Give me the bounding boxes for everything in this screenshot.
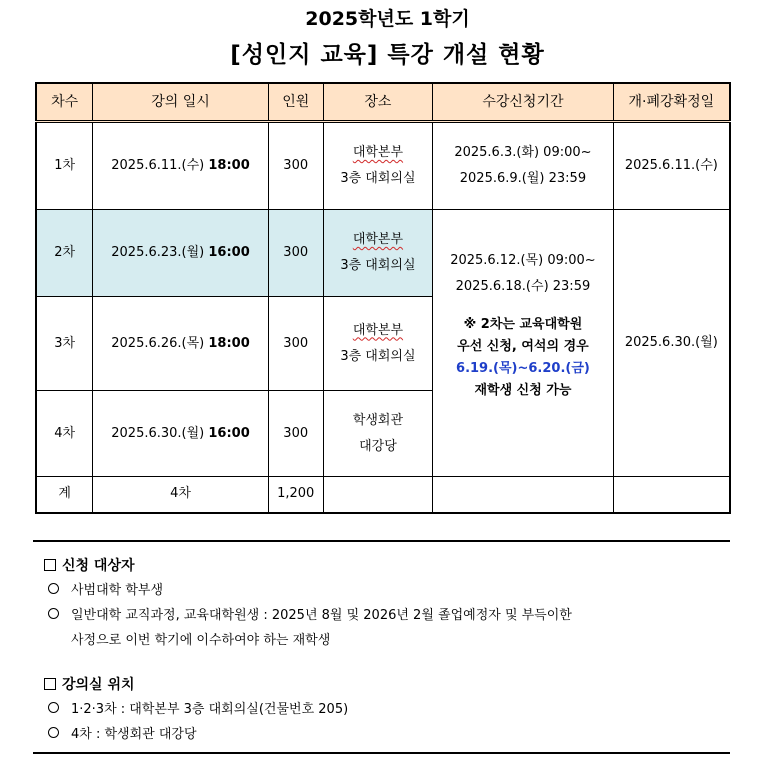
note-line: 우선 신청, 여석의 경우	[457, 339, 589, 354]
empty-cell	[613, 477, 730, 513]
header-confirm: 개·폐강확정일	[613, 83, 730, 122]
list-item-continuation: 사정으로 이번 학기에 이수하여야 하는 재학생	[71, 633, 331, 648]
place-cell	[323, 391, 433, 477]
note-dates: 6.19.(목)~6.20.(금)	[456, 361, 590, 376]
period-end: 2025.6.9.(월) 23:59	[459, 171, 587, 186]
confirm-cell: 2025.6.11.(수)	[613, 122, 730, 210]
table-row	[36, 210, 730, 297]
place-building: 대학본부	[352, 322, 404, 338]
datetime-cell	[93, 122, 268, 210]
schedule-table	[35, 82, 731, 514]
place-cell	[323, 122, 433, 210]
period-start: 2025.6.3.(화) 09:00~	[454, 145, 592, 160]
total-capacity: 1,200	[268, 477, 323, 513]
period-cell	[433, 122, 613, 210]
period-start: 2025.6.12.(목) 09:00~	[450, 253, 596, 268]
date-text: 2025.6.30.(월)	[111, 425, 205, 441]
divider-bottom	[33, 752, 730, 754]
period-cell	[433, 210, 613, 477]
note-line: 재학생 신청 가능	[474, 383, 572, 398]
datetime-cell	[93, 297, 268, 391]
list-item: 1·2·3차 : 대학본부 3층 대회의실(건물번호 205)	[71, 702, 349, 717]
circle-bullet-icon	[48, 583, 59, 594]
section-applicants	[44, 554, 572, 653]
round-cell: 2차	[36, 210, 93, 297]
place-cell	[323, 210, 433, 297]
place-building: 대학본부	[352, 232, 404, 247]
time-text: 18:00	[208, 158, 250, 173]
checkbox-square-icon	[44, 678, 56, 690]
title-line-1: 2025학년도 1학기	[305, 8, 470, 30]
title-line-2: [성인지 교육] 특강 개설 현황	[230, 42, 545, 68]
total-rounds: 4차	[93, 477, 268, 513]
place-building: 대학본부	[352, 145, 404, 160]
capacity-cell: 300	[268, 391, 323, 477]
circle-bullet-icon	[48, 608, 59, 619]
period-end: 2025.6.18.(수) 23:59	[455, 279, 591, 294]
section-location	[44, 673, 348, 747]
list-item: 일반대학 교직과정, 교육대학원생 : 2025년 8월 및 2026년 2월 졸업예정자 및 부득이한	[71, 608, 572, 623]
note-line: ※ 2차는 교육대학원	[463, 317, 583, 332]
checkbox-square-icon	[44, 559, 56, 571]
header-place: 장소	[323, 83, 433, 122]
list-item: 4차 : 학생회관 대강당	[71, 727, 197, 742]
header-period: 수강신청기간	[433, 83, 613, 122]
place-room: 3층 대회의실	[340, 171, 416, 186]
date-text: 2025.6.26.(목)	[111, 335, 205, 351]
place-building: 학생회관	[352, 412, 404, 428]
list-item: 사범대학 학부생	[71, 583, 164, 598]
time-text: 16:00	[208, 425, 250, 441]
capacity-cell: 300	[268, 210, 323, 297]
circle-bullet-icon	[48, 727, 59, 738]
place-room: 대강당	[359, 438, 397, 454]
date-text: 2025.6.23.(월)	[111, 245, 205, 260]
section-heading: 신청 대상자	[62, 558, 135, 574]
table-row	[36, 122, 730, 210]
circle-bullet-icon	[48, 702, 59, 713]
time-text: 16:00	[208, 245, 250, 260]
section-heading: 강의실 위치	[62, 677, 135, 693]
time-text: 18:00	[208, 335, 250, 351]
divider-top	[33, 540, 730, 542]
total-row	[36, 477, 730, 513]
table-header-row	[36, 83, 730, 122]
place-room: 3층 대회의실	[340, 258, 416, 273]
header-capacity: 인원	[268, 83, 323, 122]
capacity-cell: 300	[268, 297, 323, 391]
round-cell: 3차	[36, 297, 93, 391]
total-label: 계	[36, 477, 93, 513]
confirm-cell: 2025.6.30.(월)	[613, 210, 730, 477]
capacity-cell: 300	[268, 122, 323, 210]
datetime-cell	[93, 391, 268, 477]
header-round: 차수	[36, 83, 93, 122]
round-cell: 4차	[36, 391, 93, 477]
round-cell: 1차	[36, 122, 93, 210]
date-text: 2025.6.11.(수)	[111, 158, 205, 173]
header-datetime: 강의 일시	[93, 83, 268, 122]
datetime-cell	[93, 210, 268, 297]
empty-cell	[323, 477, 433, 513]
place-cell	[323, 297, 433, 391]
place-room: 3층 대회의실	[340, 348, 416, 364]
empty-cell	[433, 477, 613, 513]
